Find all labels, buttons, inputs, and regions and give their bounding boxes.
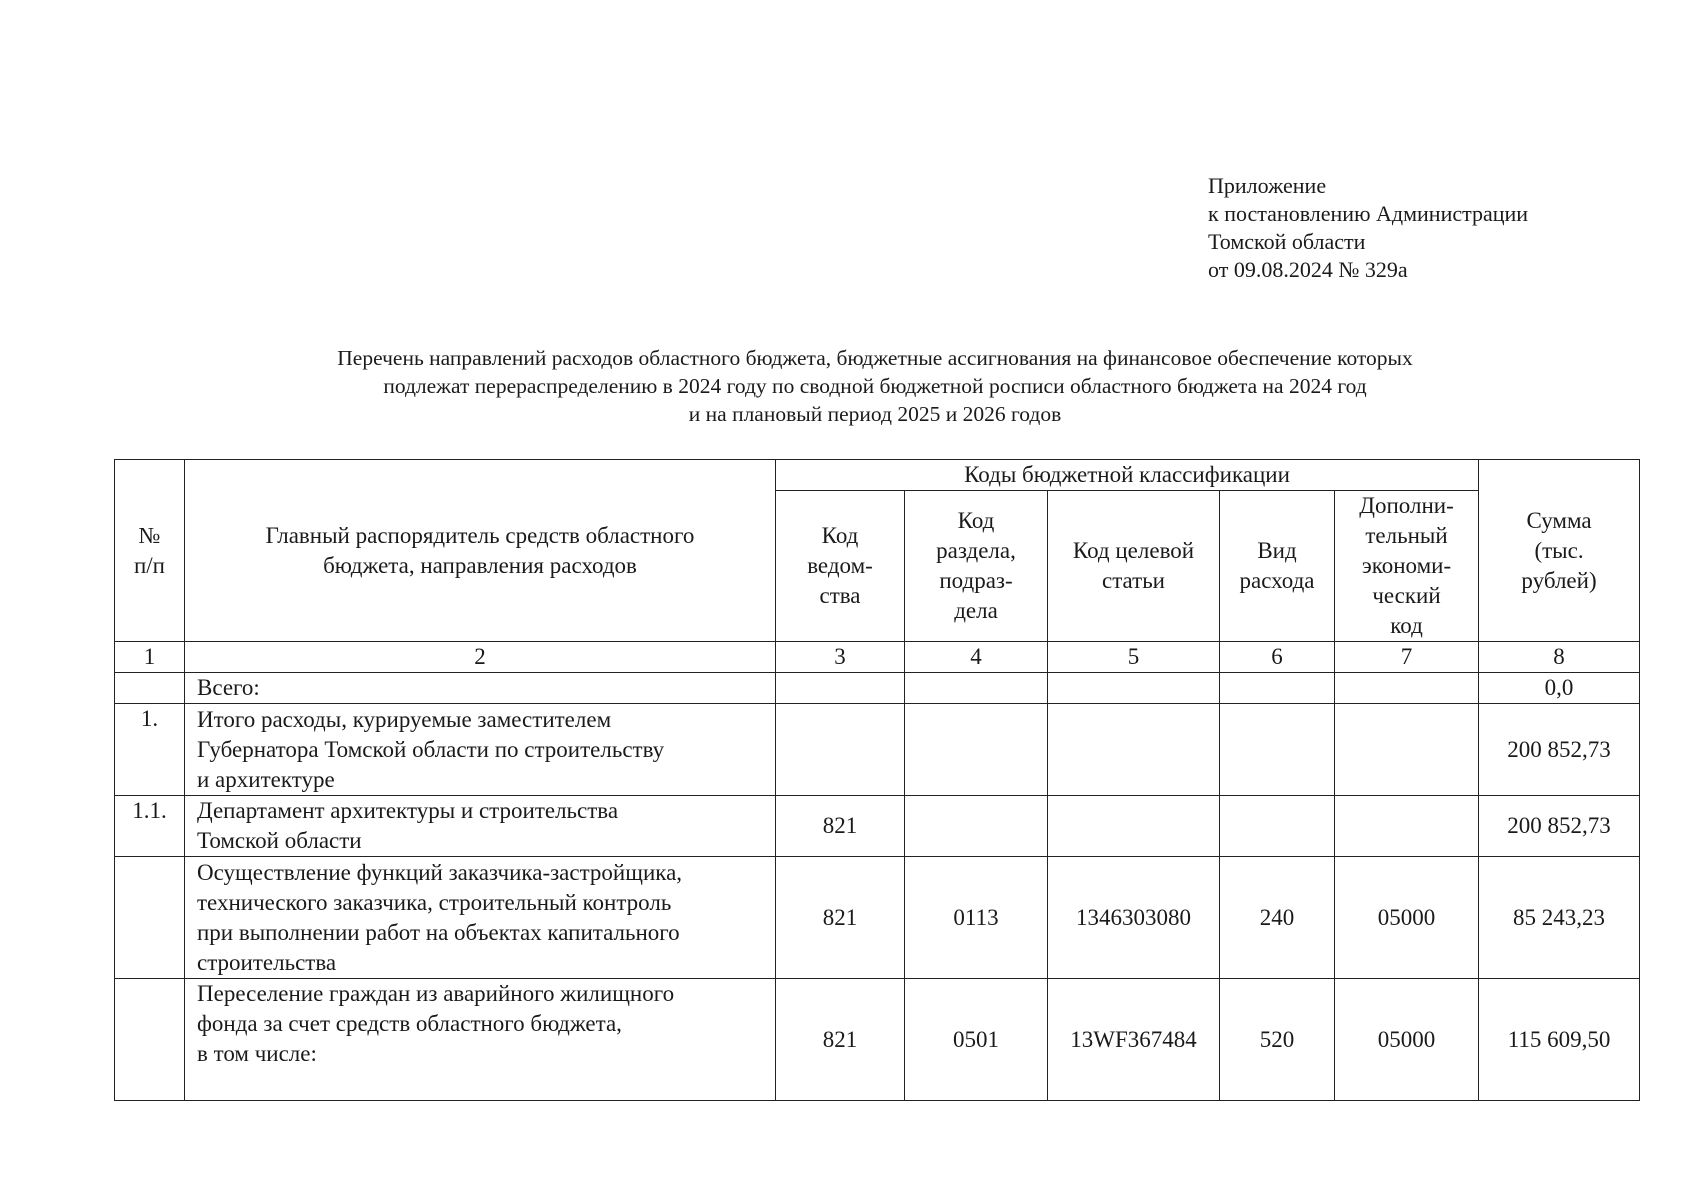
row-section-code bbox=[905, 673, 1048, 704]
row-expense-type bbox=[1220, 796, 1335, 857]
header-dept-code: Код ведом- ства bbox=[776, 491, 905, 642]
appendix-date-number: от 09.08.2024 № 329а bbox=[1208, 257, 1408, 282]
title-line: подлежат перераспределению в 2024 году по сводной бюджетной росписи областного бюджета на 2024 год bbox=[383, 374, 1367, 398]
row-target-code: 1346303080 bbox=[1048, 857, 1220, 979]
row-number: 1. bbox=[115, 704, 185, 796]
row-econ-code: 05000 bbox=[1335, 857, 1479, 979]
row-sum: 85 243,23 bbox=[1479, 857, 1640, 979]
title-line: Перечень направлений расходов областного бюджета, бюджетные ассигнования на финансовое обеспечение которых bbox=[337, 346, 1413, 370]
row-description: Переселение граждан из аварийного жилищного фонда за счет средств областного бюджета, в том числе: bbox=[185, 979, 776, 1101]
document-title bbox=[130, 344, 1620, 428]
budget-table bbox=[114, 459, 1640, 1101]
table-row bbox=[115, 979, 1640, 1101]
appendix-block bbox=[1208, 172, 1528, 284]
header-econ-code: Дополни- тельный экономи- ческий код bbox=[1335, 491, 1479, 642]
row-expense-type bbox=[1220, 704, 1335, 796]
row-expense-type: 520 bbox=[1220, 979, 1335, 1101]
title-line: и на плановый период 2025 и 2026 годов bbox=[688, 402, 1062, 426]
row-section-code: 0501 bbox=[905, 979, 1048, 1101]
row-expense-type bbox=[1220, 673, 1335, 704]
row-dept-code bbox=[776, 673, 905, 704]
row-dept-code: 821 bbox=[776, 796, 905, 857]
row-dept-code: 821 bbox=[776, 979, 905, 1101]
header-sum: Сумма (тыс. рублей) bbox=[1479, 460, 1640, 642]
row-section-code bbox=[905, 796, 1048, 857]
row-econ-code bbox=[1335, 704, 1479, 796]
header-expense-type: Вид расхода bbox=[1220, 491, 1335, 642]
column-number: 8 bbox=[1479, 642, 1640, 673]
row-sum: 200 852,73 bbox=[1479, 704, 1640, 796]
row-target-code bbox=[1048, 704, 1220, 796]
row-sum: 0,0 bbox=[1479, 673, 1640, 704]
row-number bbox=[115, 857, 185, 979]
column-number: 1 bbox=[115, 642, 185, 673]
row-section-code bbox=[905, 704, 1048, 796]
appendix-line: к постановлению Администрации bbox=[1208, 201, 1529, 226]
row-number bbox=[115, 979, 185, 1101]
row-number bbox=[115, 673, 185, 704]
header-main: Главный распорядитель средств областного бюджета, направления расходов bbox=[185, 460, 776, 642]
table-row bbox=[115, 857, 1640, 979]
column-number: 2 bbox=[185, 642, 776, 673]
row-target-code bbox=[1048, 796, 1220, 857]
table-row bbox=[115, 796, 1640, 857]
row-dept-code: 821 bbox=[776, 857, 905, 979]
header-row bbox=[115, 460, 1640, 491]
appendix-line: Приложение bbox=[1208, 173, 1327, 198]
row-target-code bbox=[1048, 673, 1220, 704]
row-description: Осуществление функций заказчика-застройщика, технического заказчика, строительный контроль при выполнении работ на объектах капитального строительства bbox=[185, 857, 776, 979]
table-row bbox=[115, 704, 1640, 796]
header-codes-group: Коды бюджетной классификации bbox=[776, 460, 1479, 491]
row-description: Итого расходы, курируемые заместителем Губернатора Томской области по строительству и архитектуре bbox=[185, 704, 776, 796]
table-row bbox=[115, 673, 1640, 704]
column-number: 7 bbox=[1335, 642, 1479, 673]
row-sum: 200 852,73 bbox=[1479, 796, 1640, 857]
row-number: 1.1. bbox=[115, 796, 185, 857]
row-expense-type: 240 bbox=[1220, 857, 1335, 979]
row-econ-code bbox=[1335, 796, 1479, 857]
column-number: 5 bbox=[1048, 642, 1220, 673]
column-number: 3 bbox=[776, 642, 905, 673]
column-number: 4 bbox=[905, 642, 1048, 673]
row-description: Департамент архитектуры и строительства Томской области bbox=[185, 796, 776, 857]
row-sum: 115 609,50 bbox=[1479, 979, 1640, 1101]
row-econ-code: 05000 bbox=[1335, 979, 1479, 1101]
row-econ-code bbox=[1335, 673, 1479, 704]
header-num: № п/п bbox=[115, 460, 185, 642]
appendix-line: Томской области bbox=[1208, 229, 1366, 254]
header-target-code: Код целевой статьи bbox=[1048, 491, 1220, 642]
row-target-code: 13WF367484 bbox=[1048, 979, 1220, 1101]
row-dept-code bbox=[776, 704, 905, 796]
row-section-code: 0113 bbox=[905, 857, 1048, 979]
row-description: Всего: bbox=[185, 673, 776, 704]
column-number: 6 bbox=[1220, 642, 1335, 673]
column-number-row bbox=[115, 642, 1640, 673]
header-section-code: Код раздела, подраз- дела bbox=[905, 491, 1048, 642]
